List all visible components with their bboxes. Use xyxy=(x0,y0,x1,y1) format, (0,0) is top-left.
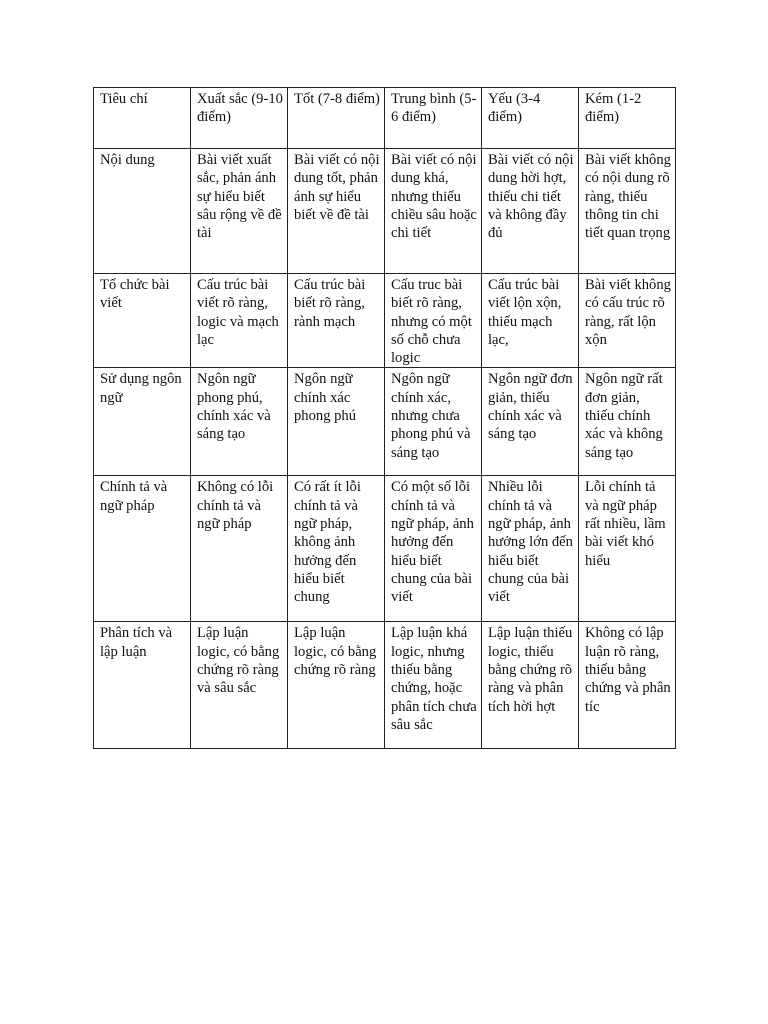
table-header xyxy=(94,88,676,149)
table-row xyxy=(94,622,676,749)
table-cell: Lỗi chính tả và ngữ pháp rất nhiều, lầm bài viết khó hiểu xyxy=(579,476,676,622)
header-weak: Yếu (3-4 điểm) xyxy=(482,88,579,149)
table-row xyxy=(94,368,676,476)
table-cell: Có một số lỗi chính tả và ngữ pháp, ảnh hưởng đến hiểu biết chung của bài viết xyxy=(385,476,482,622)
table-cell: Ngôn ngữ rất đơn giản, thiếu chính xác và không sáng tạo xyxy=(579,368,676,476)
table-cell: Ngôn ngữ phong phú, chính xác và sáng tạo xyxy=(191,368,288,476)
table-cell: Bài viết không có cấu trúc rõ ràng, rất lộn xộn xyxy=(579,274,676,368)
table-cell: Ngôn ngữ chính xác, nhưng chưa phong phú và sáng tạo xyxy=(385,368,482,476)
header-average: Trung bình (5-6 điểm) xyxy=(385,88,482,149)
table-body xyxy=(94,149,676,749)
header-poor: Kém (1-2 điểm) xyxy=(579,88,676,149)
criteria-cell: Sử dụng ngôn ngữ xyxy=(94,368,191,476)
header-criteria: Tiêu chí xyxy=(94,88,191,149)
table-cell: Lập luận logic, có bằng chứng rõ ràng và sâu sắc xyxy=(191,622,288,749)
table-cell: Lập luận thiếu logic, thiếu bằng chứng rõ ràng và phân tích hời hợt xyxy=(482,622,579,749)
table-cell: Lập luận logic, có bằng chứng rõ ràng xyxy=(288,622,385,749)
criteria-cell: Phân tích và lập luận xyxy=(94,622,191,749)
table-cell: Bài viết không có nội dung rõ ràng, thiếu thông tin chi tiết quan trọng xyxy=(579,149,676,274)
table-cell: Có rất ít lỗi chính tả và ngữ pháp, không ảnh hưởng đến hiểu biết chung xyxy=(288,476,385,622)
header-good: Tốt (7-8 điểm) xyxy=(288,88,385,149)
table-cell: Không có lập luận rõ ràng, thiếu bằng chứng và phân tíc xyxy=(579,622,676,749)
table-cell: Cấu trúc bài biết rõ ràng, rành mạch xyxy=(288,274,385,368)
table-cell: Lập luận khá logic, nhưng thiếu bằng chứng, hoặc phân tích chưa sâu sắc xyxy=(385,622,482,749)
table-cell: Bài viết có nội dung khá, nhưng thiếu chiều sâu hoặc chi tiết xyxy=(385,149,482,274)
table-cell: Cấu truc bài biết rõ ràng, nhưng có một số chỗ chưa logic xyxy=(385,274,482,368)
table-row xyxy=(94,149,676,274)
table-cell: Nhiều lỗi chính tả và ngữ pháp, ảnh hưởng lớn đến hiểu biết chung của bài viết xyxy=(482,476,579,622)
rubric-table xyxy=(93,87,676,749)
table-cell: Ngôn ngữ chính xác phong phú xyxy=(288,368,385,476)
table-cell: Bài viết có nội dung hời hợt, thiếu chi tiết và không đầy đủ xyxy=(482,149,579,274)
criteria-cell: Nội dung xyxy=(94,149,191,274)
table-row xyxy=(94,274,676,368)
table-cell: Ngôn ngữ đơn giản, thiếu chính xác và sáng tạo xyxy=(482,368,579,476)
table-cell: Bài viết xuất sắc, phản ánh sự hiểu biết sâu rộng về đề tài xyxy=(191,149,288,274)
table-cell: Không có lỗi chính tả và ngữ pháp xyxy=(191,476,288,622)
table-cell: Cấu trúc bài viết lộn xộn, thiếu mạch lạc, xyxy=(482,274,579,368)
header-excellent: Xuất sắc (9-10 điểm) xyxy=(191,88,288,149)
criteria-cell: Tổ chức bài viết xyxy=(94,274,191,368)
criteria-cell: Chính tả và ngữ pháp xyxy=(94,476,191,622)
table-cell: Bài viết có nội dung tốt, phản ánh sự hiểu biết về đề tài xyxy=(288,149,385,274)
table-row xyxy=(94,476,676,622)
header-row xyxy=(94,88,676,149)
table-cell: Cấu trúc bài viết rõ ràng, logic và mạch lạc xyxy=(191,274,288,368)
